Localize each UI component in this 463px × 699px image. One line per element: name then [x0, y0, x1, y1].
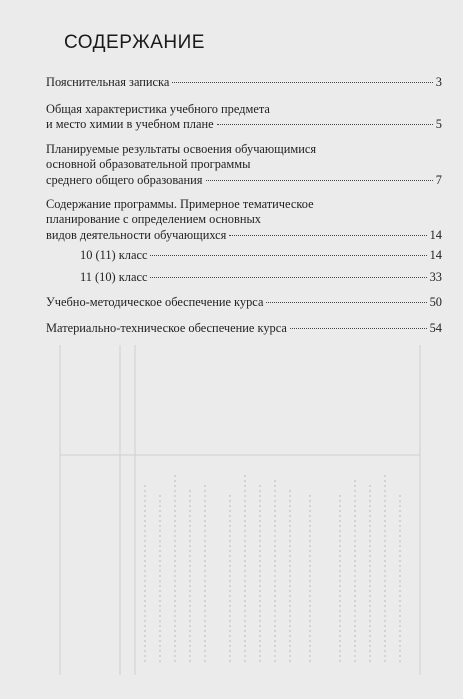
toc-page-number: 5: [435, 117, 442, 132]
toc-page-number: 7: [435, 172, 442, 187]
toc-entry[interactable]: [46, 75, 442, 90]
toc-page-number: 14: [429, 248, 442, 262]
toc-page-number: 14: [429, 227, 442, 242]
toc-entry-line: планирование с определением основных: [46, 212, 261, 227]
toc-page-number: 54: [429, 321, 442, 335]
dot-leader: [229, 235, 426, 236]
toc-entry[interactable]: [46, 197, 442, 243]
toc-entry-line: Планируемые результаты освоения обучающимися: [46, 142, 317, 156]
toc-page-number: 50: [429, 295, 442, 309]
toc-heading: СОДЕРЖАНИЕ: [64, 32, 205, 53]
dot-leader: [217, 124, 433, 125]
dot-leader: [206, 180, 433, 181]
toc-entry-title: и место химии в учебном плане: [46, 117, 214, 132]
dot-leader: [172, 82, 432, 83]
dot-leader: [266, 302, 426, 303]
toc-entry-title: видов деятельности обучающихся: [46, 227, 227, 242]
toc-entry[interactable]: [46, 142, 442, 188]
toc-page-number: 33: [429, 270, 442, 284]
toc-entry-title: Учебно-методическое обеспечение курса: [46, 295, 264, 309]
toc-subentry[interactable]: [80, 248, 442, 263]
toc-entry[interactable]: [46, 321, 442, 336]
dot-leader: [290, 328, 427, 329]
toc-entry[interactable]: [46, 102, 442, 133]
toc-entry-title: среднего общего образования: [46, 172, 203, 187]
toc-entry-title: Материально-техническое обеспечение курса: [46, 321, 287, 335]
dot-leader: [150, 277, 426, 278]
toc-entry-line: основной образовательной программы: [46, 157, 251, 172]
toc-entry-line: Содержание программы. Примерное тематическое: [46, 197, 314, 211]
toc-entry[interactable]: [46, 295, 442, 310]
toc-page-number: 3: [435, 75, 442, 89]
toc-entry-line: Общая характеристика учебного предмета: [46, 102, 270, 116]
toc-entry-title: 10 (11) класс: [80, 248, 148, 262]
show-through-texture: [40, 345, 440, 685]
toc-entry-title: Пояснительная записка: [46, 75, 170, 89]
toc-subentry[interactable]: [80, 270, 442, 285]
toc-entry-title: 11 (10) класс: [80, 270, 148, 284]
dot-leader: [150, 255, 426, 256]
